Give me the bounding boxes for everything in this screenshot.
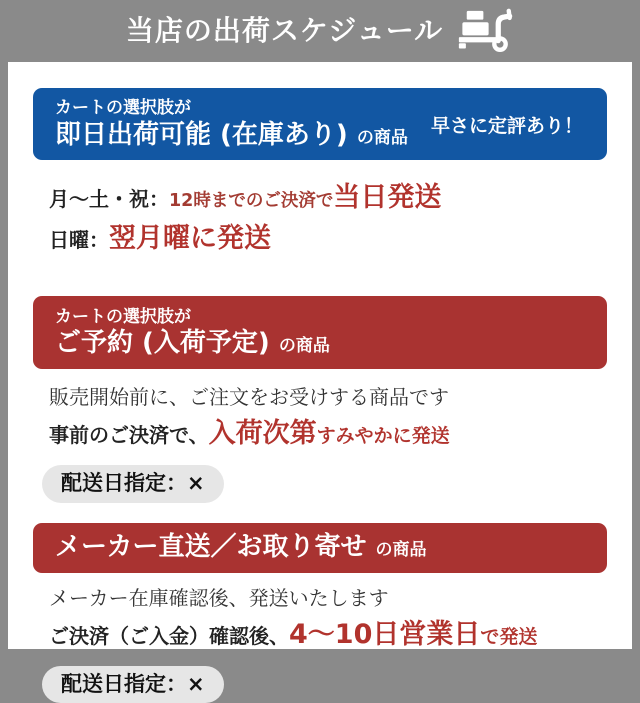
header-main-label: ご予約 (入荷予定) xyxy=(55,328,270,358)
preorder-shipping-line xyxy=(49,416,607,452)
maker-direct-header xyxy=(33,523,607,573)
weekday-shipping-line xyxy=(49,180,607,216)
maker-condition-label: ご決済（ご入金）確認後、 xyxy=(49,624,289,648)
section-preorder xyxy=(33,296,607,503)
preorder-description-line: 販売開始前に、ご注文をお受けする商品です xyxy=(49,384,607,411)
header-main-label: 即日出荷可能 (在庫あり) xyxy=(55,120,348,150)
section-maker-direct xyxy=(33,523,607,703)
maker-shipping-line xyxy=(49,617,607,653)
header-suffix-label: の商品 xyxy=(375,540,426,560)
preorder-badge-row xyxy=(42,465,607,502)
preorder-details xyxy=(49,384,607,452)
header-note: 早さに定評あり！ xyxy=(431,111,585,138)
maker-direct-details xyxy=(49,585,607,653)
header-top-line: カートの選択肢が xyxy=(55,97,408,121)
delivery-date-badge: 配送日指定：× xyxy=(42,465,224,502)
weekday-label: 月〜土・祝： xyxy=(49,187,169,211)
header-suffix-label: の商品 xyxy=(357,128,408,148)
title-bar xyxy=(0,0,640,62)
header-main-label: メーカー直送／お取り寄せ xyxy=(55,532,366,562)
preorder-header xyxy=(33,296,607,369)
preorder-condition-label: 事前のご決済で、 xyxy=(49,423,209,447)
preorder-result-tail: すみやかに発送 xyxy=(317,425,450,447)
maker-description-line: メーカー在庫確認後、発送いたします xyxy=(49,585,607,612)
delivery-date-badge: 配送日指定：× xyxy=(42,666,224,703)
header-top-line: カートの選択肢が xyxy=(55,306,330,330)
same-day-details xyxy=(49,180,607,258)
header-main-row xyxy=(55,121,408,151)
preorder-header-text xyxy=(55,306,330,360)
maker-badge-row xyxy=(42,666,607,703)
same-day-header-text xyxy=(55,97,408,151)
page-title: 当店の出荷スケジュール xyxy=(126,17,443,45)
sunday-label: 日曜： xyxy=(49,228,109,252)
header-suffix-label: の商品 xyxy=(279,336,330,356)
maker-result: 4〜10日営業日 xyxy=(289,619,480,650)
weekday-result: 当日発送 xyxy=(333,182,441,213)
weekday-condition: 12時までのご決済で xyxy=(169,191,333,211)
same-day-header xyxy=(33,88,607,160)
section-same-day-shipping xyxy=(33,88,607,258)
content-panel xyxy=(8,62,632,649)
header-main-row xyxy=(55,533,426,563)
hand-truck-icon xyxy=(458,10,514,52)
sunday-result: 翌月曜に発送 xyxy=(109,223,271,254)
sunday-shipping-line xyxy=(49,221,607,257)
preorder-result: 入荷次第 xyxy=(209,418,317,449)
header-main-row xyxy=(55,329,330,359)
maker-result-tail: で発送 xyxy=(480,626,537,648)
